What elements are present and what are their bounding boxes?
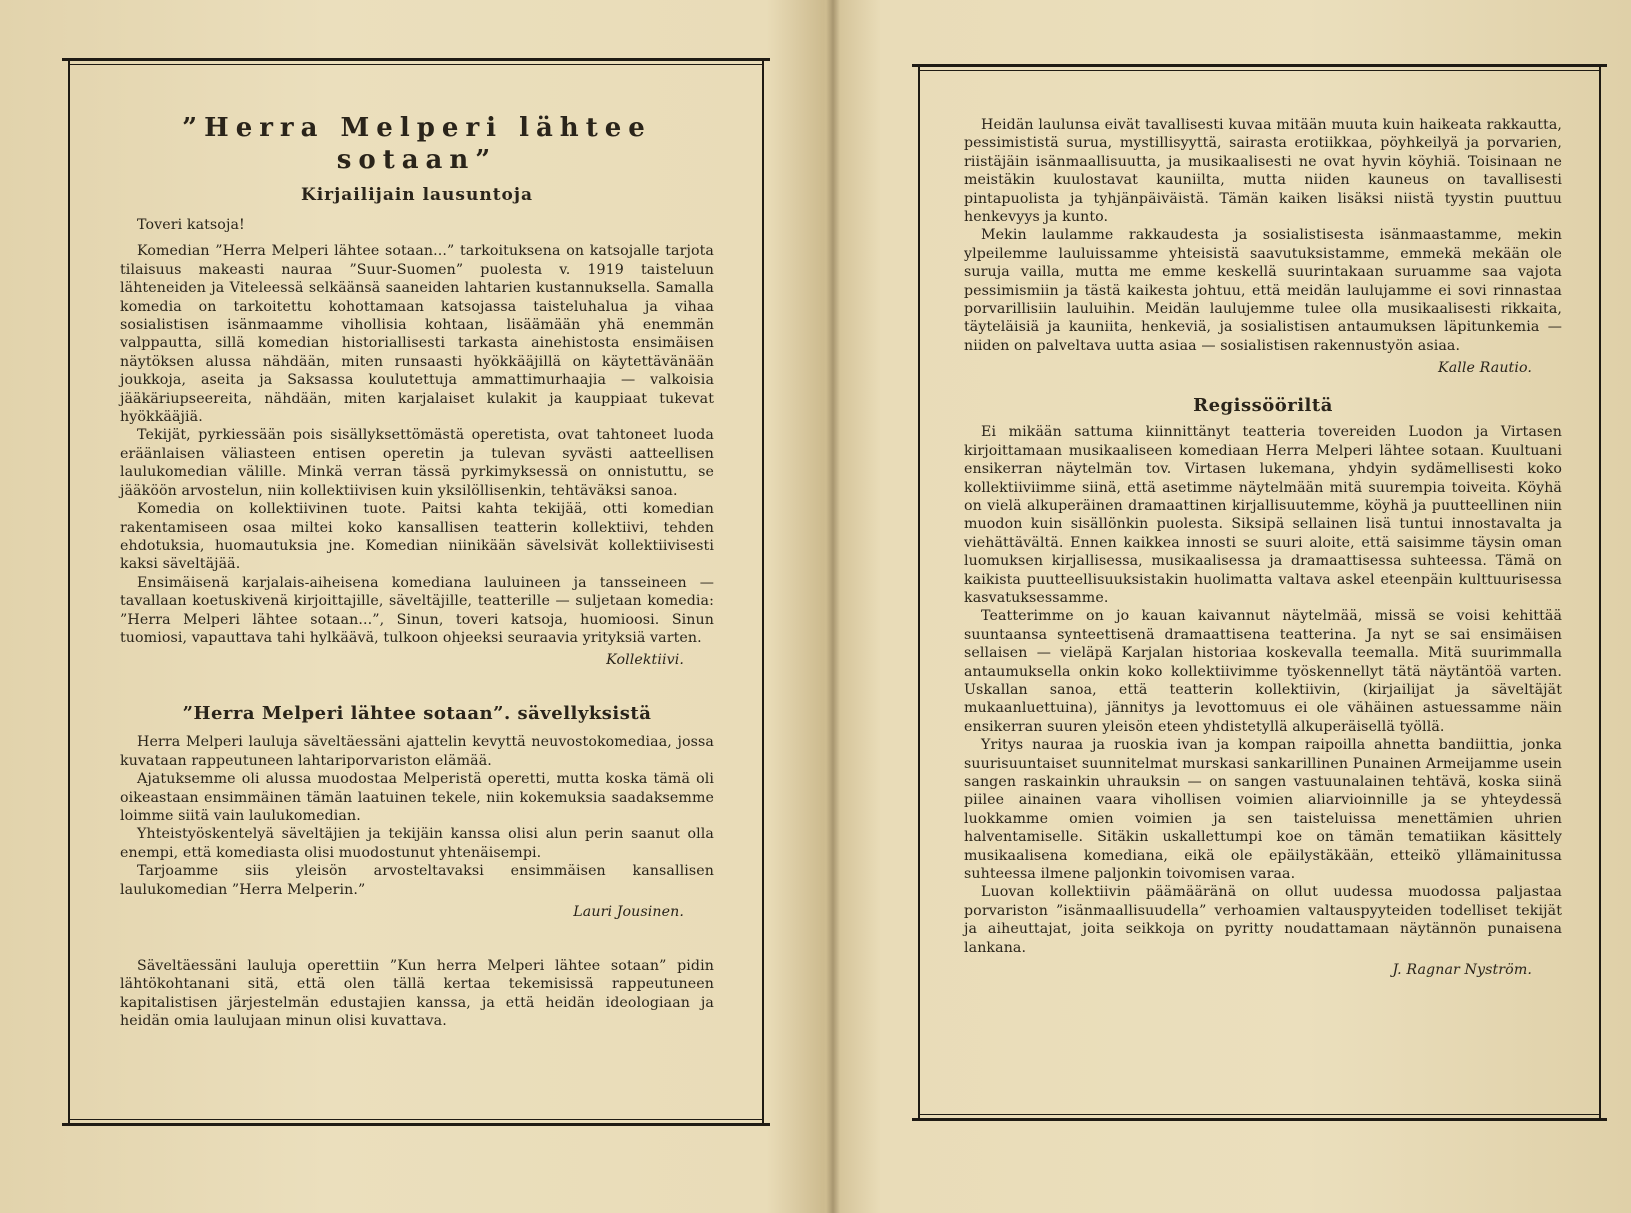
spacer <box>120 921 714 957</box>
paragraph: Teatterimme on jo kauan kaivannut näytelmää, missä se voisi kehittää suuntaansa synteettisenä dramaattisena teatterina. Ja nyt se sai ensimäisen sellaisen — vieläpä Karjalan historiaa koskevalla teemalla. Mitä suurimmalla antaumuksella onkin koko kollektiivimme työskennellyt tätä näytäntöä varten. Uskallan sanoa, että teatterin kollektiivin, (kirjailijat ja säveltäjät mukaanluettuina), jännitys ja levottomuus ei ole vähäinen astuessamme näin ensikerran suuren yleisön eteen yhdistetyllä alkuperäisellä työllä. <box>964 608 1562 735</box>
paragraph: Ei mikään sattuma kiinnittänyt teatteria tovereiden Luodon ja Virtasen kirjoittamaan musikaaliseen komediaan Herra Melperi lähtee sotaan. Kuultuani ensikerran näytelmän tov. Virtasen lukemana, yhdyin sydämellisesti koko kollektiiviimme siinä, että asetimme näytelmään mitä suurempia toiveita. Köyhä on vielä alkuperäinen dramaattinen kirjallisuutemme, köyhä ja puutteellinen niin muodon kuin sisällönkin puolesta. Siksipä sellainen lisä tuntui innostavalta ja viehättävältä. Ennen kaikkea innosti se suuri aloite, että saisimme täysin oman luomuksen kirjallisessa, musikaalisessa ja dramaattisessa suhteessa. Tämä on kaikista puutteellisuuksistakin huolimatta valtava askel eteenpäin kulttuurisessa kasvatuksessamme. <box>964 424 1562 606</box>
page-title: ”Herra Melperi lähtee sotaan” <box>182 113 652 175</box>
frame-bottom-rule <box>62 1123 770 1126</box>
left-page-column <box>120 104 714 1031</box>
frame-top-rule <box>912 64 1607 67</box>
paragraph: Yhteistyöskentelyä säveltäjien ja tekijäin kanssa olisi alun perin saanut olla enempi, että komediasta olisi muodostunut yhtenäisempi. <box>120 826 714 861</box>
paragraph: Komedia on kollektiivinen tuote. Paitsi kahta tekijää, otti komedian rakentamiseen osaa miltei koko kansallisen teatterin kollektiivi, tehden ehdotuksia, huomautuksia jne. Komedian niinikään sävelsivät kollektiivisesti kaksi säveltäjää. <box>120 501 714 573</box>
section-title: Regissööriltä <box>1193 395 1333 417</box>
paragraph: Tarjoamme siis yleisön arvosteltavaksi ensimmäisen kansallisen laulukomedian ”Herra Melperin.” <box>120 863 714 898</box>
paragraph: Yritys nauraa ja ruoskia ivan ja kompan raipoilla ahnetta bandiittia, jonka suurisuuntaiset suunnitelmat murskasi sankarillinen Punainen Armeijamme usein sangen raskainkin uhrauksin — on sangen vastuunalainen tehtävä, koska siinä piilee ainainen vaara vihollisen voimien aliarvioinnille ja se yhteydessä luokkamme omien voimien ja sen taisteluissa menettämien uhrien halventamiselle. Sitäkin uskallettumpi koe on tämän tematiikan käsittely musikaalisena komediana, eikä ole epäilystäkään, etteikö yllämainitussa suhteessa ilmene paljonkin toivomisen varaa. <box>964 737 1562 883</box>
paragraph: Ajatuksemme oli alussa muodostaa Melperistä operetti, mutta koska tämä oli oikeastaan ensimmäinen tämän laatuinen tekele, niin kokemuksia saadaksemme loimme siitä vain laulukomedian. <box>120 771 714 824</box>
frame-bottom-rule <box>912 1118 1607 1121</box>
greeting: Toveri katsoja! <box>137 217 245 233</box>
paragraph: Luovan kollektiivin päämääränä on ollut uudessa muodossa paljastaa porvariston ”isänmaallisuudella” verhoamien valtauspyyteiden todelliset tekijät ja aiheuttajat, joita seikkoja on pyritty noudattamaan näytännön punaisena lankana. <box>964 884 1562 956</box>
signature: Lauri Jousinen. <box>573 904 684 920</box>
center-fold <box>826 0 840 1213</box>
paragraph: Ensimäisenä karjalais-aiheisena komediana lauluineen ja tansseineen — tavallaan koetuskivenä kirjoittajille, säveltäjille, teatterille — suljetaan komedia: ”Herra Melperi lähtee sotaan...”, Sinun, toveri katsoja, huomioosi. Sinun tuomiosi, vapauttava tahi hylkäävä, tulkoon ohjeeksi seuraavia yrityksiä varten. <box>120 574 714 646</box>
paragraph: Komedian ”Herra Melperi lähtee sotaan...” tarkoituksena on katsojalle tarjota tilaisuus makeasti nauraa ”Suur-Suomen” puolesta v. 1919 taisteluun lähteneiden ja Viteleessä selkäänsä saaneiden lahtarien kustannuksella. Samalla komedia on tarkoitettu kohottamaan katsojassa taisteluhalua ja vihaa sosialistisen isänmaamme vihollisia kohtaan, lisäämään yhä enemmän valppautta, sillä komedian historiallisesti tarkasta ainehistosta ensimäisen näytöksen alussa nähdään, miten runsaasti hyökkääjillä on käytettävänään joukkoja, aseita ja Saksassa koulutettuja ammattimurhaajia — valkoisia jääkäriupseereita, nähdään, miten karjalaiset kulakit ja kauppiaat tukevat hyökkääjiä. <box>120 243 714 426</box>
page-subtitle: Kirjailijain lausuntoja <box>300 185 534 205</box>
section-title: ”Herra Melperi lähtee sotaan”. sävellyksistä <box>182 703 652 725</box>
paragraph: Herra Melperi lauluja säveltäessäni ajattelin kevyttä neuvostokomediaa, jossa kuvataan rappeutuneen lahtariporvariston elämää. <box>120 734 714 769</box>
signature: Kalle Rautio. <box>1438 360 1532 377</box>
paragraph: Mekin laulamme rakkaudesta ja sosialistisesta isänmaastamme, mekin ylpeilemme lauluissamme yhteisistä saavutuksistamme, emmekä mekään ole suruja vailla, mutta me emme keskellä suurintakaan suruamme saa vajota pessimismiin ja tästä kaikesta johtuu, että meidän laulujamme ei sovi rinnastaa porvarillisiin lauluihin. Meidän laulujemme tulee olla musikaalisesti rikkaita, täyteläisiä ja kauniita, henkeviä, ja sosialistisen antaumuksen läpitunkemia — niiden on palveltava uutta asiaa — sosialistisen rakennustyön asiaa. <box>964 227 1562 354</box>
right-page-column <box>964 116 1562 979</box>
signature: J. Ragnar Nyström. <box>1392 962 1532 979</box>
frame-top-rule <box>62 58 770 61</box>
signature: Kollektiivi. <box>606 652 684 669</box>
paragraph: Heidän laulunsa eivät tavallisesti kuvaa mitään muuta kuin haikeata rakkautta, pessimististä surua, mystillisyyttä, sairasta erotiikkaa, pöyhkeilyä ja porvarien, riistäjäin isänmaallisuutta, ja musikaalisesti ne ovat hyvin köyhiä. Toisinaan ne meistäkin kuulostavat kauniilta, mutta niiden kauneus on tavallisesti pintapuolista ja tyhjänpäiväistä. Tämän kaiken lisäksi niistä tyystin puuttuu henkevyys ja kunto. <box>964 117 1562 226</box>
paragraph: Tekijät, pyrkiessään pois sisällyksettömästä operetista, ovat tahtoneet luoda eräänlaisen väliasteen entisen operetin ja tulevan syvästi aatteellisen laulukomedian välille. Minkä verran tässä pyrkimyksessä on onnistuttu, se jääköön arvostelun, niin kollektiivisen kuin yksilöllisenkin, tehtäväksi sanoa. <box>120 427 714 499</box>
paragraph: Säveltäessäni lauluja operettiin ”Kun herra Melperi lähtee sotaan” pidin lähtökohtanani sitä, että olen tällä kertaa tekemisissä rappeutuneen kapitalistisen järjestelmän edustajien kanssa, ja että heidän ideologiaan ja heidän omia laulujaan minun olisi kuvattava. <box>120 958 714 1030</box>
